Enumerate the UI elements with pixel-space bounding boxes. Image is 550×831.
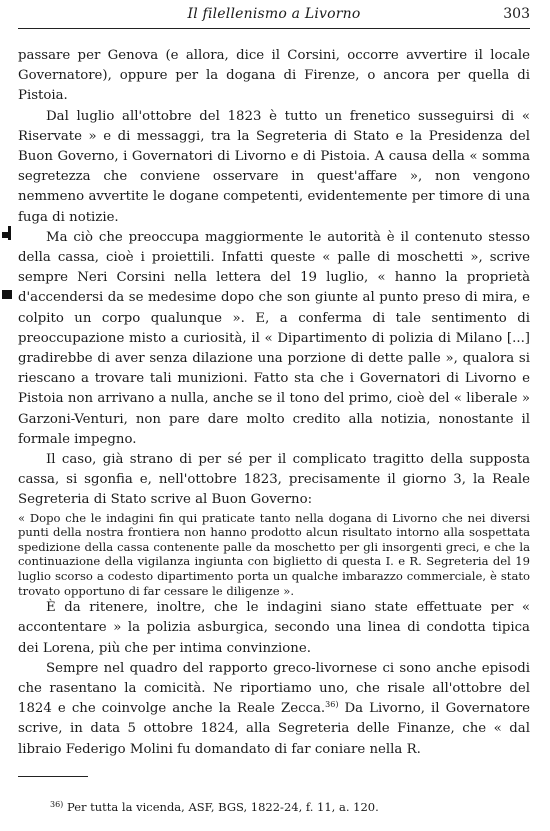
paragraph: [18, 659, 530, 760]
paragraph: Il caso, già strano di per sé per il complicato tragitto della supposta cassa, si sgonfia e, nell'ottobre 1823, precisamente il giorno 3, la Reale Segreteria di Stato scrive al Buon Governo:: [18, 452, 530, 508]
margin-mark: [8, 226, 11, 240]
footnote: [50, 800, 379, 814]
footnote-number: 36): [50, 800, 64, 809]
footnote-reference: 36): [325, 700, 339, 710]
body-text: [18, 46, 530, 760]
paragraph: passare per Genova (e allora, dice il Corsini, occorre avvertire il locale Governatore), oppure per la dogana di Firenze, o ancora per quella di Pistoia.: [18, 48, 530, 104]
block-quote: « Dopo che le indagini fin qui praticate tanto nella dogana di Livorno che nei diversi punti della nostra frontiera non hanno prodotto alcun risultato intorno alla sospettata spedizione della cassa contenente palle da moschetto per gli insorgenti greci, e che la continuazione della vigilanza ingiunta con biglietto di questa I. e R. Segreteria del 19 luglio scorso a codesto dipartimento porta un qualche imbarazzo commerciale, è stato trovato opportuno di far cessare le diligenze ».: [18, 510, 530, 598]
paragraph: Ma ciò che preoccupa maggiormente le autorità è il contenuto stesso della cassa, cioè i proiettili. Infatti queste « palle di moschetti », scrive sempre Neri Corsini nella lettera del 19 luglio, « hanno la proprietà d'accendersi da se medesime dopo che son giunte al punto preso di mira, e colpito un corpo qualunque ». E, a conferma di tale sentimento di preoccupazione misto a curiosità, il « Dipartimento di polizia di Milano [...] gradirebbe di aver senza dilazione una porzione di dette palle », qualora si riescano a trovare tali munizioni. Fatto sta che i Governatori di Livorno e Pistoia non arrivano a nulla, anche se il tono del primo, cioè del « liberale » Garzoni-Venturi, non pare dare molto credito alla notizia, nonostante il formale impegno.: [18, 229, 530, 447]
paragraph: Dal luglio all'ottobre del 1823 è tutto un frenetico susseguirsi di « Riservate » e di messaggi, tra la Segreteria di Stato e la Presidenza del Buon Governo, i Governatori di Livorno e di Pistoia. A causa della « somma segretezza che conviene osservare in quest'affare », non vengono nemmeno avvertite le dogane competenti, evidentemente per timore di una fuga di notizie.: [18, 108, 530, 225]
footnote-rule: [18, 776, 88, 777]
page-number: 303: [503, 6, 530, 22]
paragraph: È da ritenere, inoltre, che le indagini siano state effettuate per « accontentare » la polizia asburgica, secondo una linea di condotta tipica dei Lorena, più che per intima convinzione.: [18, 600, 530, 656]
margin-mark: [2, 290, 12, 299]
paragraph-text: Da Livorno, il Governatore scrive, in data 5 ottobre 1824, alla Segreteria delle Finanze, che « dal libraio Federigo Molini fu domandato di far coniare nella R.: [18, 701, 531, 757]
header-rule: [18, 28, 530, 29]
paragraph-text: Sempre nel quadro del rapporto greco-livornese ci sono anche episodi che rasentano la comicità. Ne riportiamo uno, che risale all'ottobre del 1824 e che coinvolge anche la Reale Zecca.: [18, 660, 530, 717]
running-title: Il filellenismo a Livorno: [187, 6, 361, 22]
page-header: [18, 6, 530, 28]
footnote-text: Per tutta la vicenda, ASF, BGS, 1822-24, f. 11, a. 120.: [63, 800, 379, 814]
